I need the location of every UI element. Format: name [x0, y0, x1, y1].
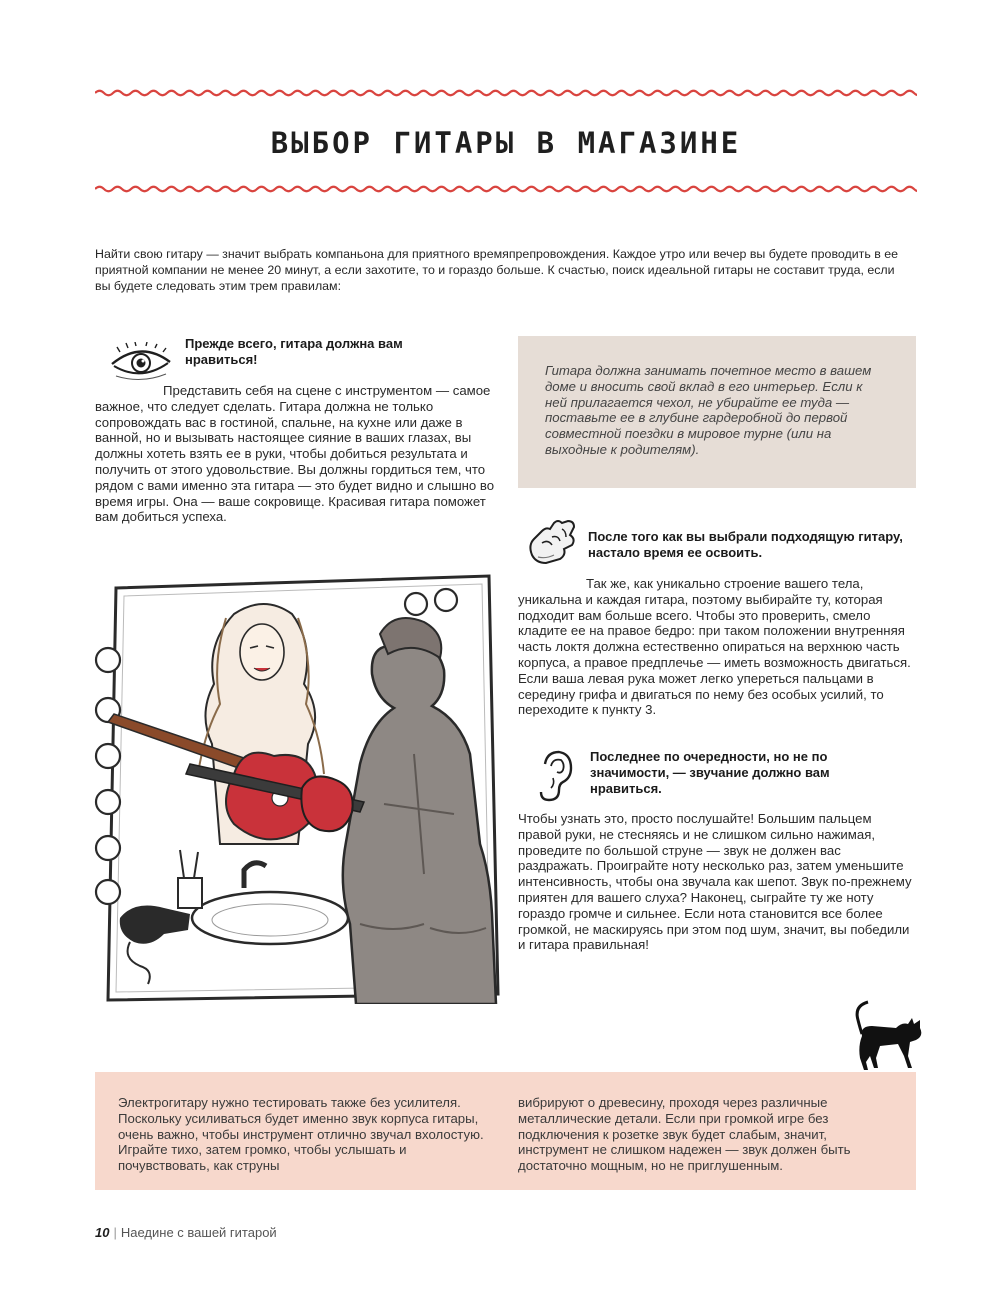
intro-paragraph: Найти свою гитару — значит выбрать компаньона для приятного времяпрепровождения. Каждое утро или вечер вы будете проводить в ее приятной компании не менее 20 минут, а если захотите, то и гораздо больше. К счастью, поиск идеальной гитары не составит труда, если вы будете следовать этим трем правилам: [95, 247, 899, 293]
rule-3-heading: Последнее по очередности, но не по значимости, — звучание должно вам нравиться. [590, 749, 830, 796]
rule-2-body [518, 576, 916, 718]
guitar-mirror-illustration [94, 574, 506, 1004]
book-title: Наедине с вашей гитарой [120, 1225, 277, 1240]
page-number: 10 [95, 1225, 110, 1240]
page-footer [95, 1225, 277, 1240]
hand-icon [524, 515, 580, 567]
page-title: ВЫБОР ГИТАРЫ В МАГАЗИНЕ [270, 126, 742, 160]
ear-icon [535, 750, 575, 802]
cat-icon [850, 998, 925, 1073]
eye-icon [108, 342, 174, 382]
note-box [518, 336, 916, 488]
tip-right-column: вибрируют о древесину, проходя через различные металлические детали. Если при громкой игре без подключения к розетке звук будет слабым, значит, инструмент не слишком надежен — звук должен быть достаточно мощным, но не приглушенным. [518, 1095, 851, 1174]
top-wave-divider [95, 86, 917, 100]
note-text: Гитара должна занимать почетное место в вашем доме и вносить свой вклад в его интерьер. Если к ней прилагается чехол, не убирайте ее туда — поставьте ее в глубине гардеробной до первой совместной поездки в мировое турне (или на выходные к родителям). [545, 363, 872, 457]
tip-box [95, 1072, 916, 1190]
tip-left-column: Электрогитару нужно тестировать также без усилителя. Поскольку усиливаться будет именно звук корпуса гитары, очень важно, чтобы инструмент отлично звучал вхолостую. Играйте тихо, затем громко, чтобы услышать и почувствовать, как струны [118, 1095, 484, 1174]
rule-1-body-text: Представить себя на сцене с инструментом — самое важное, что следует сделать. Гитара должна не только сопровождать вас в гостиной, спальне, на кухне или даже в ванной, но и вызывать настоящее сияние в ваших глазах, вы должны хотеть взять ее в руки, чтобы добиться результата и получить от этого удовольствие. Вы должны гордиться тем, что рядом с вами именно эта гитара — это будет видно и слышно во время игры. Она — ваше сокровище. Красивая гитара поможет вам добиться успеха. [95, 383, 495, 525]
rule-1-heading: Прежде всего, гитара должна вам нравиться! [185, 336, 403, 367]
rule-1-body [95, 383, 495, 525]
rule-2-body-text: Так же, как уникально строение вашего тела, уникальна и каждая гитара, поэтому выбирайте ту, которая подходит вам больше всего. Чтобы это проверить, смело кладите ее на правое бедро: при таком положении внутренняя часть локтя должна естественно опираться на верхнюю часть корпуса, а правое предплечье — иметь возможность двигаться. Если ваша левая рука может легко упереться пальцами в середину грифа и двигаться по нему без особых усилий, то переходите к пункту 3. [518, 576, 911, 718]
rule-2-heading: После того как вы выбрали подходящую гитару, настало время ее освоить. [588, 529, 903, 560]
bottom-wave-divider [95, 182, 917, 196]
rule-3-body: Чтобы узнать это, просто послушайте! Большим пальцем правой руки, не стесняясь и не слишком сильно нажимая, проведите по большой струне — звук не должен вас раздражать. Проиграйте ноту несколько раз, затем уменьшите интенсивность, чтобы она звучала как шепот. Звук по-прежнему приятен для вашего слуха? Наконец, сыграйте ту же ноту гораздо громче и сильнее. Если нота становится все более громкой, не маскируясь при этом под шум, значит, вы победили и гитара правильная! [518, 811, 912, 953]
footer-separator: | [113, 1225, 117, 1240]
